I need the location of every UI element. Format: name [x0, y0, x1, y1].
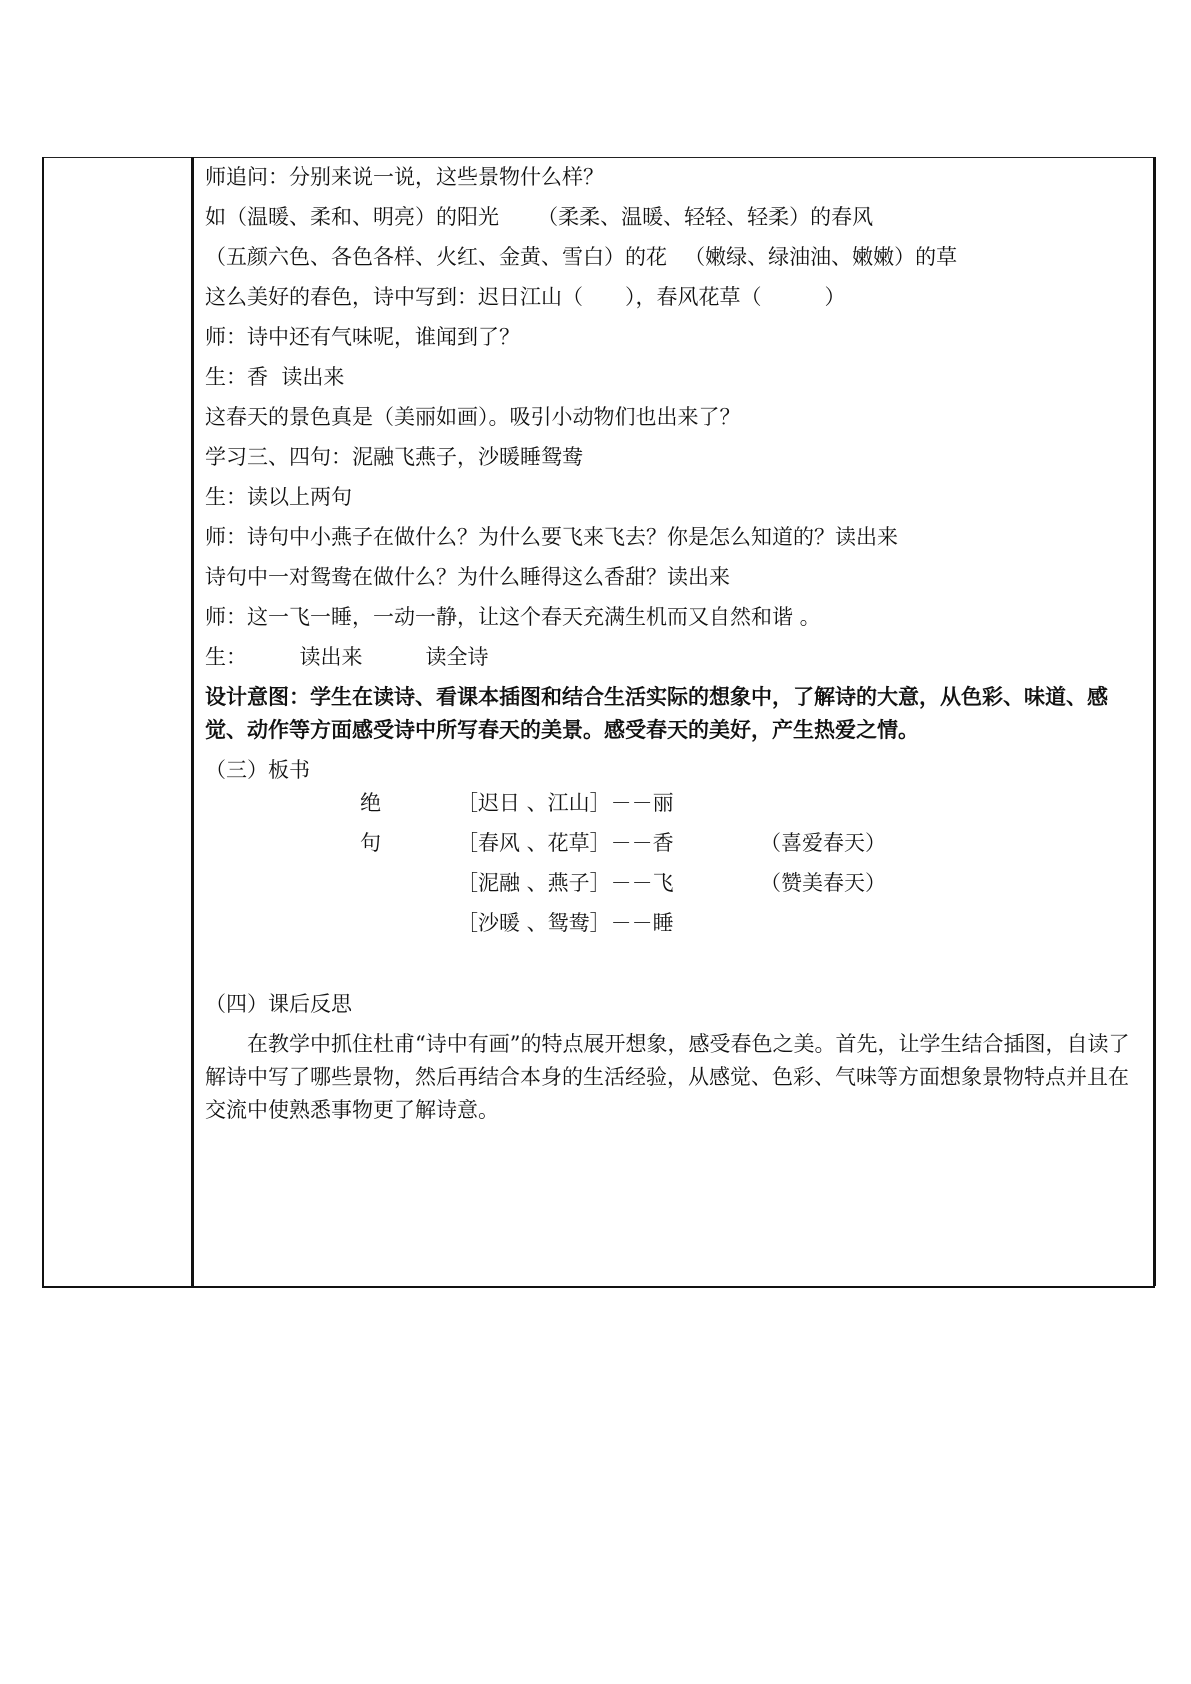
design-intent: 设计意图：学生在读诗、看课本插图和结合生活实际的想象中，了解诗的大意，从色彩、味道、感觉、动作等方面感受诗中所写春天的美景。感受春天的美好，产生热爱之情。 — [205, 684, 1108, 742]
text-line: 诗句中一对鸳鸯在做什么？为什么睡得这么香甜？读出来 — [205, 565, 730, 589]
text-line: 如（温暖、柔和、明亮）的阳光 （柔柔、温暖、轻轻、轻柔）的春风 — [205, 205, 874, 229]
text-line: 学习三、四句：泥融飞燕子，沙暖睡鸳鸯 — [205, 445, 583, 469]
text-line: 这春天的景色真是（美丽如画）。吸引小动物们也出来了？ — [205, 405, 741, 429]
reflection-heading: （四）课后反思 — [205, 992, 352, 1016]
text-line: 师追问：分别来说一说，这些景物什么样？ — [205, 165, 604, 189]
board-note: （赞美春天） — [760, 871, 886, 895]
board-title-char: 句 — [360, 831, 381, 855]
board-row: ［迟日 、江山］－－丽 — [457, 791, 674, 815]
text-line: 生：香 读出来 — [205, 365, 345, 389]
blackboard-layout — [205, 783, 886, 943]
lesson-content — [205, 157, 1141, 790]
board-note: （喜爱春天） — [760, 831, 886, 855]
text-line: （五颜六色、各色各样、火红、金黄、雪白）的花 （嫩绿、绿油油、嫩嫩）的草 — [205, 245, 958, 269]
board-title-char: 绝 — [360, 791, 381, 815]
text-line: 师：诗句中小燕子在做什么？为什么要飞来飞去？你是怎么知道的？读出来 — [205, 525, 898, 549]
reflection-section — [205, 984, 1141, 1127]
board-heading: （三）板书 — [205, 758, 310, 782]
board-row: ［泥融 、燕子］－－飞 — [457, 871, 674, 895]
text-line: 这么美好的春色，诗中写到：迟日江山（ ），春风花草（ ） — [205, 285, 846, 309]
board-row: ［沙暖 、鸳鸯］－－睡 — [457, 911, 674, 935]
text-line: 生： 读出来 读全诗 — [205, 645, 489, 669]
text-line: 生：读以上两句 — [205, 485, 352, 509]
text-line: 师：这一飞一睡，一动一静，让这个春天充满生机而又自然和谐 。 — [205, 605, 821, 629]
reflection-text: 在教学中抓住杜甫“诗中有画”的特点展开想象，感受春色之美。首先，让学生结合插图，自读了解诗中写了哪些景物，然后再结合本身的生活经验，从感觉、色彩、气味等方面想象景物特点并且在交流中使熟悉事物更了解诗意。 — [205, 1032, 1130, 1122]
board-row: ［春风 、花草］－－香 — [457, 831, 674, 855]
table-column-divider — [191, 157, 194, 1286]
table-right-border — [1153, 157, 1156, 1286]
text-line: 师：诗中还有气味呢，谁闻到了？ — [205, 325, 520, 349]
table-left-border — [42, 157, 44, 1286]
